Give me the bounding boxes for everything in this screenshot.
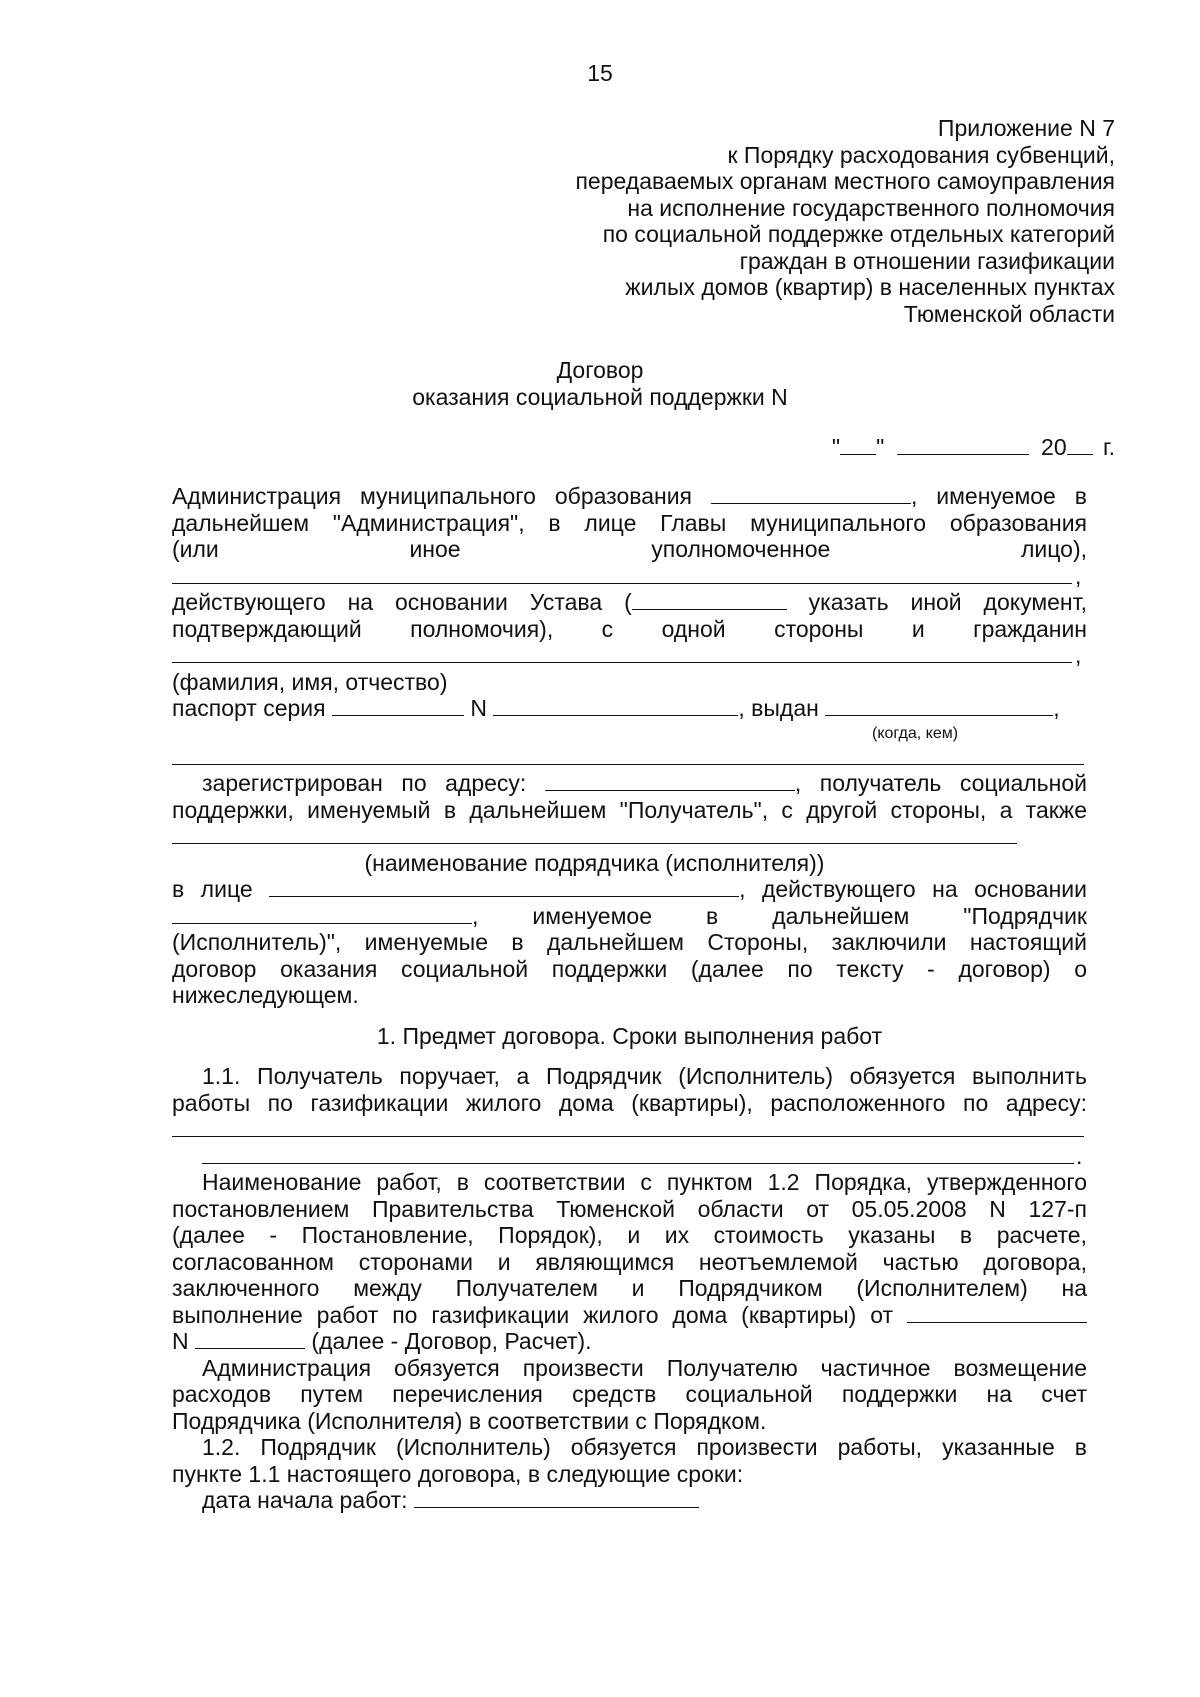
year-blank bbox=[1067, 435, 1093, 455]
appendix-line: на исполнение государственного полномочия bbox=[627, 194, 1115, 221]
object-address-rule-2 bbox=[202, 1143, 1074, 1164]
text-line: дальнейшем "Администрация", в лице Главы муниципального образования bbox=[172, 509, 1087, 536]
quote-open: " bbox=[831, 434, 841, 460]
text-line: зарегистрирован по адресу: , получатель социальной bbox=[202, 770, 1088, 796]
document-title bbox=[0, 357, 1200, 410]
blank-line bbox=[172, 823, 1087, 850]
text-line: 1.1. Получатель поручает, а Подрядчик (Исполнитель) обязуется выполнить bbox=[202, 1063, 1087, 1089]
date-line bbox=[832, 434, 1115, 461]
text-line: поддержки, именуемый в дальнейшем "Получатель", с другой стороны, а также bbox=[172, 796, 1087, 823]
passport-number-blank bbox=[493, 696, 738, 716]
blank-line bbox=[172, 1116, 1087, 1143]
contractor-rule bbox=[172, 823, 1017, 844]
fio-label: (фамилия, имя, отчество) bbox=[172, 668, 448, 695]
appendix-line: к Порядку расходования субвенций, bbox=[727, 141, 1115, 168]
text-line: в лице , действующего на основании bbox=[172, 876, 1087, 902]
appendix-line: Приложение N 7 bbox=[937, 115, 1115, 141]
year-suffix: г. bbox=[1103, 434, 1115, 460]
text-line: выполнение работ по газификации жилого дома (квартиры) от bbox=[172, 1302, 1087, 1329]
text-line: нижеследующем. bbox=[172, 982, 359, 1008]
text-line: заключенного между Получателем и Подрядчиком (Исполнителем) на bbox=[172, 1275, 1087, 1301]
text-line: (Исполнитель)", именуемые в дальнейшем Стороны, заключили настоящий bbox=[172, 929, 1087, 955]
month-blank bbox=[897, 435, 1029, 455]
municipality-blank bbox=[711, 484, 911, 504]
text-line: действующего на основании Устава ( указать иной документ, bbox=[172, 589, 1087, 615]
appendix-line: Тюменской области bbox=[903, 300, 1115, 327]
blank-line: , bbox=[172, 563, 1087, 590]
appendix-line: по социальной поддержке отдельных категорий bbox=[602, 221, 1115, 247]
appendix-line: жилых домов (квартир) в населенных пунктах bbox=[625, 274, 1115, 300]
page-number: 15 bbox=[587, 60, 613, 86]
official-name-rule bbox=[172, 563, 1072, 584]
issued-rule bbox=[172, 744, 1084, 765]
text-line: постановлением Правительства Тюменской области от 05.05.2008 N 127-п bbox=[172, 1195, 1087, 1222]
appendix-header bbox=[415, 115, 1115, 327]
text-line: , именуемое в дальнейшем "Подрядчик bbox=[172, 903, 1087, 930]
text-line: N (далее - Договор, Расчет). bbox=[172, 1328, 592, 1354]
blank-line: . bbox=[172, 1143, 1087, 1170]
text-line: пункте 1.1 настоящего договора, в следующие сроки: bbox=[172, 1460, 744, 1487]
text-line: согласованном сторонами и являющимся неотъемлемой частью договора, bbox=[172, 1248, 1087, 1275]
section-1-title: 1. Предмет договора. Сроки выполнения работ bbox=[376, 1022, 883, 1049]
text-line: Наименование работ, в соответствии с пунктом 1.2 Порядка, утвержденного bbox=[202, 1169, 1087, 1195]
representative-blank bbox=[269, 877, 739, 897]
appendix-line: граждан в отношении газификации bbox=[739, 247, 1115, 274]
blank-line bbox=[172, 744, 1087, 771]
issued-by-blank bbox=[825, 696, 1053, 716]
passport-series-blank bbox=[332, 696, 464, 716]
text-line: Подрядчика (Исполнителя) в соответствии с Порядком. bbox=[172, 1407, 767, 1434]
passport-line: паспорт серия N , выдан , bbox=[172, 695, 1060, 721]
text-line: (или иное уполномоченное лицо), bbox=[172, 536, 1087, 562]
object-address-rule bbox=[172, 1116, 1084, 1137]
text-line: договор оказания социальной поддержки (далее по тексту - договор) о bbox=[172, 955, 1087, 982]
text-line: Администрация обязуется произвести Получателю частичное возмещение bbox=[202, 1354, 1087, 1381]
address-blank bbox=[545, 771, 795, 791]
title-line-1: Договор bbox=[556, 357, 644, 383]
blank-line: , bbox=[172, 642, 1087, 669]
when-whom-label: (когда, кем) bbox=[872, 724, 959, 742]
day-blank bbox=[840, 435, 876, 455]
title-line-2: оказания социальной поддержки N bbox=[412, 383, 788, 410]
contract-date-blank bbox=[907, 1303, 1087, 1323]
appendix-line: передаваемых органам местного самоуправления bbox=[575, 168, 1115, 194]
quote-close: " bbox=[876, 434, 885, 460]
text-line: подтверждающий полномочия), с одной стороны и гражданин bbox=[172, 615, 1087, 642]
contract-number-blank bbox=[195, 1329, 305, 1349]
contractor-label: (наименование подрядчика (исполнителя)) bbox=[364, 849, 825, 876]
text-line: расходов путем перечисления средств социальной поддержки на счет bbox=[172, 1381, 1087, 1407]
text-line: работы по газификации жилого дома (квартиры), расположенного по адресу: bbox=[172, 1089, 1087, 1116]
start-date-line: дата начала работ: bbox=[172, 1487, 1087, 1514]
contract-body bbox=[172, 483, 1087, 1514]
start-date-blank bbox=[414, 1488, 699, 1508]
text-line: 1.2. Подрядчик (Исполнитель) обязуется произвести работы, указанные в bbox=[202, 1434, 1087, 1460]
basis-blank bbox=[172, 904, 472, 924]
citizen-name-rule bbox=[172, 642, 1072, 663]
text-line: Администрация муниципального образования , именуемое в bbox=[172, 483, 1087, 509]
year-prefix: 20 bbox=[1041, 434, 1067, 460]
text-line: (далее - Постановление, Порядок), и их стоимость указаны в расчете, bbox=[172, 1222, 1087, 1248]
document-blank bbox=[632, 590, 787, 610]
